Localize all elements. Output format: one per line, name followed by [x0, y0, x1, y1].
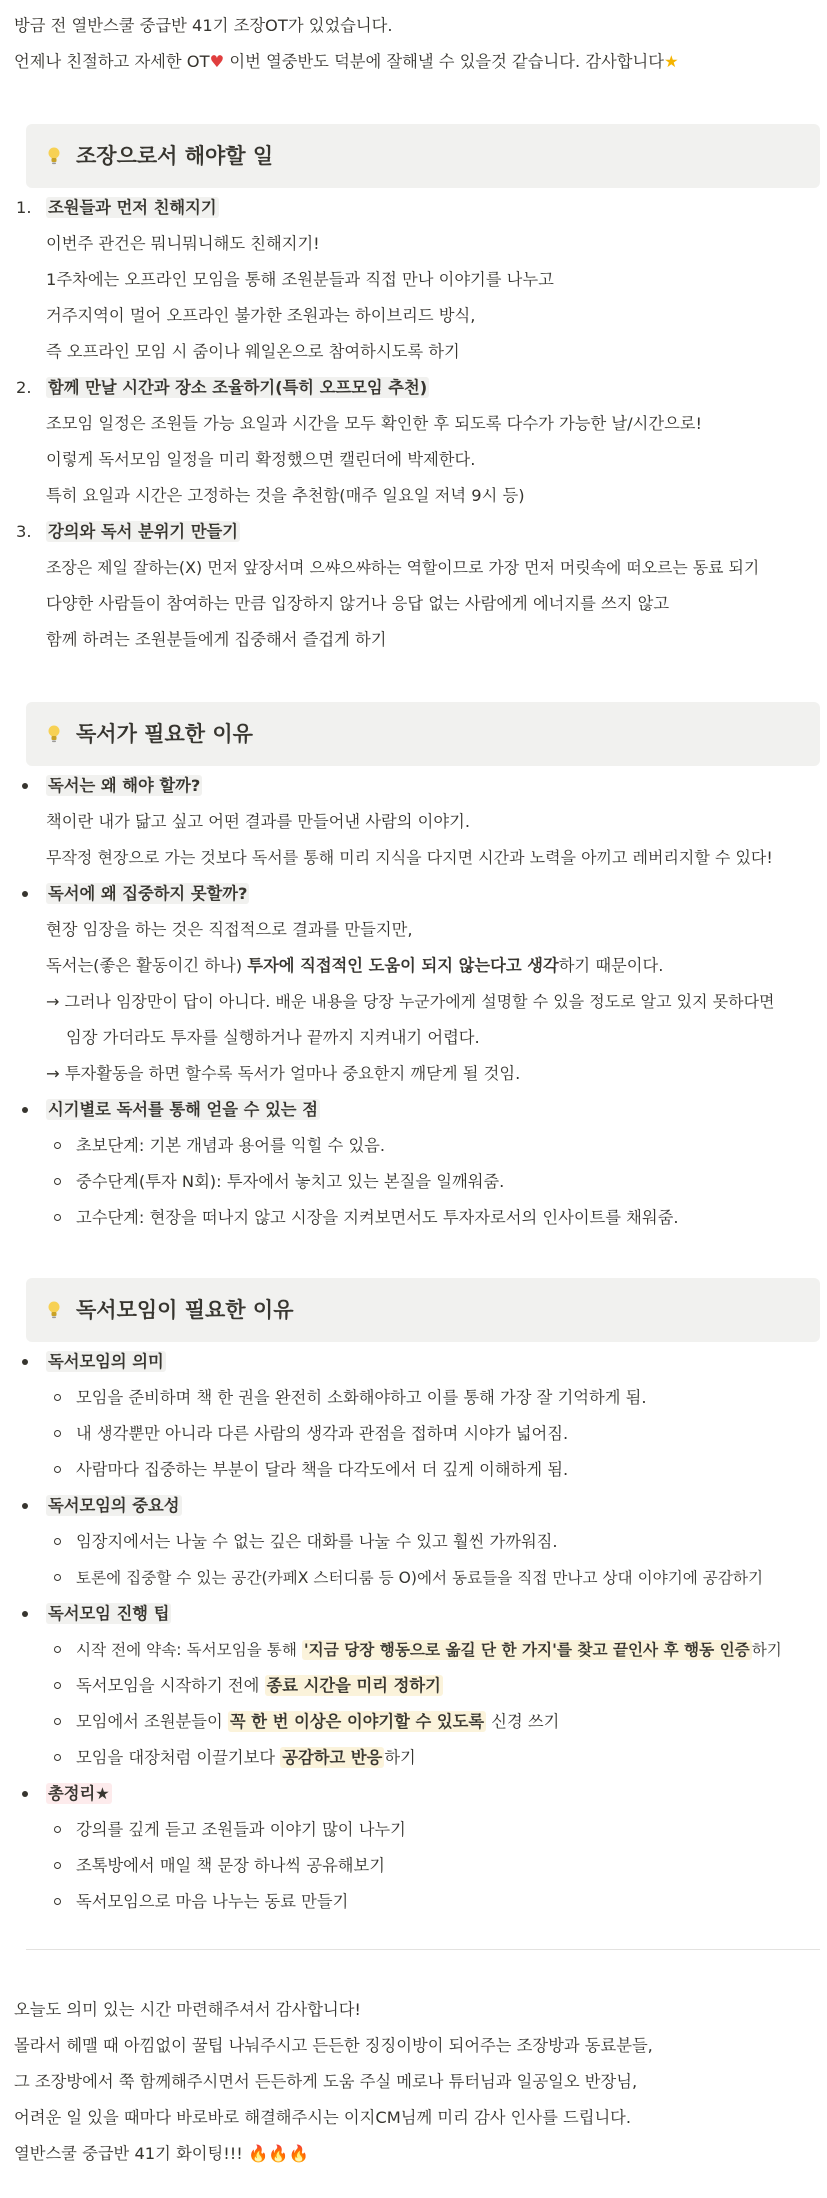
s3-b1-item: 사람마다 집중하는 부분이 달라 책을 다각도에서 더 깊게 이해하게 됨.	[76, 1460, 569, 1479]
tip-highlight: 꼭 한 번 이상은 이야기할 수 있도록	[229, 1712, 485, 1731]
s2-b2-line: 현장 임장을 하는 것은 직접적으로 결과를 만들지만,	[46, 920, 413, 939]
tip-highlight: 종료 시간을 미리 정하기	[266, 1676, 441, 1695]
sub-bullet-circle	[54, 1466, 61, 1473]
intro-line-1: 방금 전 열반스쿨 중급반 41기 조장OT가 있었습니다.	[14, 16, 393, 35]
list-number-1: 1.	[16, 198, 32, 217]
s2-b3-item: 고수단계: 현장을 떠나지 않고 시장을 지켜보면서도 투자자로서의 인사이트를 채워줌.	[76, 1208, 679, 1227]
s3-bullet-3-heading	[46, 1602, 171, 1626]
bullet-dot	[22, 891, 28, 897]
item-2-line: 이렇게 독서모임 일정을 미리 확정했으면 캘린더에 박제한다.	[46, 450, 476, 469]
tip-text: 신경 쓰기	[486, 1712, 560, 1731]
s3-bullet-4-heading-text: 총정리★	[48, 1784, 110, 1803]
item-3-line: 조장은 제일 잘하는(X) 먼저 앞장서며 으쌰으쌰하는 역할이므로 가장 먼저 머릿속에 떠오르는 동료 되기	[46, 558, 760, 577]
list-number-3: 3.	[16, 522, 32, 541]
section-1-title: 조장으로서 해야할 일	[76, 144, 274, 168]
bullet-dot	[22, 1107, 28, 1113]
s3-bullet-2-heading	[46, 1494, 182, 1518]
sub-bullet-circle	[54, 1394, 61, 1401]
sub-bullet-circle	[54, 1430, 61, 1437]
lightbulb-icon	[44, 1299, 64, 1321]
s3-bullet-4-heading	[46, 1782, 112, 1806]
s2-b2-line: → 투자활동을 하면 할수록 독서가 얼마나 중요한지 깨닫게 될 것임.	[46, 1064, 521, 1083]
s2-bullet-1-heading-text: 독서는 왜 해야 할까?	[48, 776, 201, 795]
lightbulb-icon	[44, 145, 64, 167]
sub-bullet-circle	[54, 1826, 61, 1833]
s3-b2-item: 임장지에서는 나눌 수 없는 깊은 대화를 나눌 수 있고 훨씬 가까워짐.	[76, 1532, 558, 1551]
bullet-dot	[22, 1503, 28, 1509]
item-2-line: 조모임 일정은 조원들 가능 요일과 시간을 모두 확인한 후 되도록 다수가 가능한 날/시간으로!	[46, 414, 703, 433]
section-3-title: 독서모임이 필요한 이유	[76, 1298, 294, 1322]
s3-tip-3	[76, 1710, 559, 1734]
outro-line: 그 조장방에서 쭉 함께해주시면서 든든하게 도움 주실 메로나 튜터님과 일공일오 반장님,	[14, 2072, 638, 2091]
s2-b2-text: 독서는(좋은 활동이긴 하나)	[46, 956, 248, 975]
s3-b2-item: 토론에 집중할 수 있는 공간(카페X 스터디룸 등 O)에서 동료들을 직접 만나고 상대 이야기에 공감하기	[76, 1569, 764, 1587]
tip-text: 모임을 대장처럼 이끌기보다	[76, 1748, 281, 1767]
outro-last-line	[14, 2142, 309, 2166]
item-1-heading-text: 조원들과 먼저 친해지기	[48, 198, 217, 217]
s3-b4-item: 강의를 깊게 듣고 조원들과 이야기 많이 나누기	[76, 1820, 406, 1839]
sub-bullet-circle	[54, 1538, 61, 1545]
outro-text: 열반스쿨 중급반 41기 화이팅!!!	[14, 2144, 249, 2163]
callout-section-1	[26, 124, 820, 188]
item-1-line: 즉 오프라인 모임 시 줌이나 웨일온으로 참여하시도록 하기	[46, 342, 460, 361]
s2-b3-item: 초보단계: 기본 개념과 용어를 익힐 수 있음.	[76, 1136, 386, 1155]
sub-bullet-circle	[54, 1718, 61, 1725]
sub-bullet-circle	[54, 1214, 61, 1221]
s2-b3-item: 중수단계(투자 N회): 투자에서 놓치고 있는 본질을 일깨워줌.	[76, 1172, 505, 1191]
tip-text: 모임에서 조원분들이	[76, 1712, 228, 1731]
s2-b2-line: 임장 가더라도 투자를 실행하거나 끝까지 지켜내기 어렵다.	[66, 1028, 480, 1047]
item-2-heading	[46, 376, 429, 400]
sub-bullet-circle	[54, 1178, 61, 1185]
list-number-2: 2.	[16, 378, 32, 397]
s2-b2-text: 하기 때문이다.	[558, 956, 664, 975]
sub-bullet-circle	[54, 1574, 61, 1581]
item-2-line: 특히 요일과 시간은 고정하는 것을 추천함(매주 일요일 저녁 9시 등)	[46, 486, 525, 505]
item-2-heading-text: 함께 만날 시간과 장소 조율하기(특히 오프모임 추천)	[48, 378, 428, 397]
tip-text: 독서모임을 시작하기 전에	[76, 1676, 265, 1695]
item-3-heading	[46, 520, 240, 544]
tip-highlight: '지금 당장 행동으로 옮길 단 한 가지'를 찾고 끝인사 후 행동 인증	[303, 1641, 750, 1659]
s2-b1-line: 책이란 내가 닮고 싶고 어떤 결과를 만들어낸 사람의 이야기.	[46, 812, 471, 831]
section-2-title: 독서가 필요한 이유	[76, 722, 253, 746]
bullet-dot	[22, 1791, 28, 1797]
star-icon: ★	[663, 52, 679, 71]
heart-icon: ♥	[209, 52, 225, 71]
tip-highlight: 공감하고 반응	[282, 1748, 383, 1767]
bullet-dot	[22, 1611, 28, 1617]
s3-tip-1	[76, 1638, 782, 1662]
outro-line: 몰라서 헤맬 때 아낌없이 꿀팁 나눠주시고 든든한 징징이방이 되어주는 조장방과 동료분들,	[14, 2036, 653, 2055]
item-3-line: 함께 하려는 조원분들에게 집중해서 즐겁게 하기	[46, 630, 387, 649]
s2-bullet-3-heading-text: 시기별로 독서를 통해 얻을 수 있는 점	[48, 1100, 318, 1119]
tip-text: 하기	[384, 1748, 416, 1767]
sub-bullet-circle	[54, 1142, 61, 1149]
s3-tip-4	[76, 1746, 416, 1770]
s2-bullet-2-heading-text: 독서에 왜 집중하지 못할까?	[48, 884, 248, 903]
callout-section-3	[26, 1278, 820, 1342]
item-3-line: 다양한 사람들이 참여하는 만큼 입장하지 않거나 응답 없는 사람에게 에너지를 쓰지 않고	[46, 594, 670, 613]
s3-b4-item: 독서모임으로 마음 나누는 동료 만들기	[76, 1892, 349, 1911]
item-1-line: 1주차에는 오프라인 모임을 통해 조원분들과 직접 만나 이야기를 나누고	[46, 270, 554, 289]
s2-bullet-1-heading	[46, 774, 202, 798]
outro-line: 어려운 일 있을 때마다 바로바로 해결해주시는 이지CM님께 미리 감사 인사를 드립니다.	[14, 2108, 632, 2127]
s3-tip-2	[76, 1674, 443, 1698]
bullet-dot	[22, 783, 28, 789]
bullet-dot	[22, 1359, 28, 1365]
s3-bullet-3-heading-text: 독서모임 진행 팁	[48, 1604, 170, 1623]
tip-text: 하기	[751, 1641, 782, 1659]
sub-bullet-circle	[54, 1898, 61, 1905]
s3-bullet-2-heading-text: 독서모임의 중요성	[48, 1496, 180, 1515]
s3-bullet-1-heading-text: 독서모임의 의미	[48, 1352, 164, 1371]
outro-line: 오늘도 의미 있는 시간 마련해주셔서 감사합니다!	[14, 2000, 361, 2019]
s2-b2-line: → 그러나 임장만이 답이 아니다. 배운 내용을 당장 누군가에게 설명할 수 있을 정도로 알고 있지 못하다면	[46, 992, 775, 1011]
sub-bullet-circle	[54, 1754, 61, 1761]
s2-b2-bold: 투자에 직접적인 도움이 되지 않는다고 생각	[247, 956, 559, 975]
intro-text-rest: 이번 열중반도 덕분에 잘해낼 수 있을것 같습니다. 감사합니다	[224, 52, 664, 71]
s2-bullet-2-heading	[46, 882, 249, 906]
s3-b4-item: 조톡방에서 매일 책 문장 하나씩 공유해보기	[76, 1856, 385, 1875]
s3-bullet-1-heading	[46, 1350, 166, 1374]
s3-b1-item: 모임을 준비하며 책 한 권을 완전히 소화해야하고 이를 통해 가장 잘 기억하게 됨.	[76, 1388, 647, 1407]
item-1-line: 거주지역이 멀어 오프라인 불가한 조원과는 하이브리드 방식,	[46, 306, 476, 325]
sub-bullet-circle	[54, 1646, 61, 1653]
s2-b1-line: 무작정 현장으로 가는 것보다 독서를 통해 미리 지식을 다지면 시간과 노력을 아끼고 레버리지할 수 있다!	[46, 848, 773, 867]
tip-text: 시작 전에 약속: 독서모임을 통해	[76, 1641, 302, 1659]
item-1-heading	[46, 196, 219, 220]
fire-icon: 🔥🔥🔥	[248, 2144, 309, 2163]
s3-b1-item: 내 생각뿐만 아니라 다른 사람의 생각과 관점을 접하며 시야가 넓어짐.	[76, 1424, 569, 1443]
sub-bullet-circle	[54, 1862, 61, 1869]
sub-bullet-circle	[54, 1682, 61, 1689]
s2-bullet-3-heading	[46, 1098, 320, 1122]
item-3-heading-text: 강의와 독서 분위기 만들기	[48, 522, 239, 541]
s2-b2-line	[46, 954, 663, 978]
intro-line-2	[14, 50, 679, 74]
item-1-line: 이번주 관건은 뭐니뭐니해도 친해지기!	[46, 234, 320, 253]
intro-text: 언제나 친절하고 자세한 OT	[14, 52, 210, 71]
lightbulb-icon	[44, 723, 64, 745]
divider	[26, 1949, 820, 1950]
callout-section-2	[26, 702, 820, 766]
